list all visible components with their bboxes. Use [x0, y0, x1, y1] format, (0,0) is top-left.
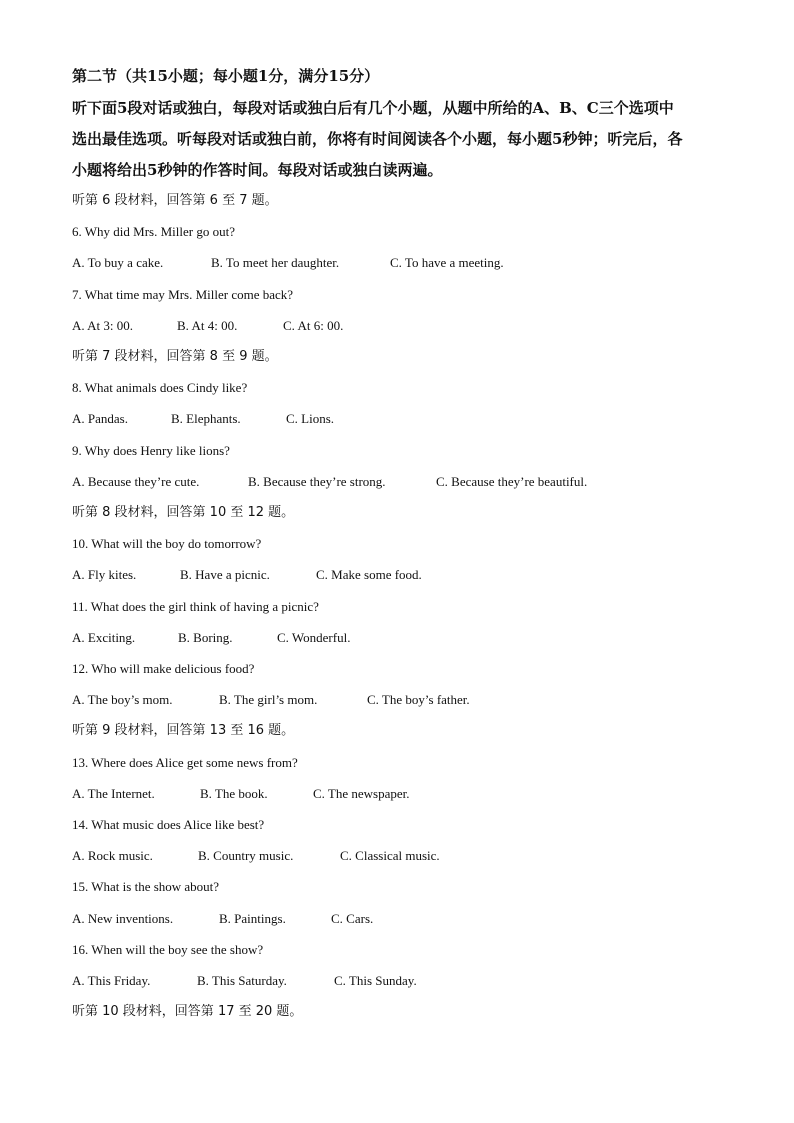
option-c: C. Cars.: [331, 911, 374, 926]
section-title: 第二节（共15小题；每小题1分，满分15分）: [72, 67, 380, 85]
question-8: 8. What animals does Cindy like?: [72, 380, 248, 395]
question-14: 14. What music does Alice like best?: [72, 817, 265, 832]
instructions-line-2: 选出最佳选项。听每段对话或独白前，你将有时间阅读各个小题，每小题5秒钟；听完后，各: [72, 130, 683, 148]
question-9: 9. Why does Henry like lions?: [72, 443, 230, 458]
option-c: C. At 6: 00.: [283, 318, 344, 333]
option-c: C. Make some food.: [316, 567, 422, 582]
option-b: B. Elephants.: [171, 411, 241, 426]
option-b: B. At 4: 00.: [177, 318, 238, 333]
material-instruction: 听第 6 段材料，回答第 6 至 7 题。: [72, 193, 278, 208]
option-a: A. The boy’s mom.: [72, 692, 173, 707]
question-12: 12. Who will make delicious food?: [72, 661, 255, 676]
material-instruction: 听第 7 段材料，回答第 8 至 9 题。: [72, 349, 278, 364]
option-a: A. Exciting.: [72, 630, 136, 645]
option-b: B. Boring.: [178, 630, 233, 645]
option-a: A. At 3: 00.: [72, 318, 134, 333]
question-11: 11. What does the girl think of having a picnic?: [72, 599, 319, 614]
option-b: B. The girl’s mom.: [219, 692, 318, 707]
option-a: A. Because they’re cute.: [72, 474, 200, 489]
question-15: 15. What is the show about?: [72, 879, 220, 894]
option-c: C. Because they’re beautiful.: [436, 474, 588, 489]
instructions-line-1: 听下面5段对话或独白，每段对话或独白后有几个小题，从题中所给的A、B、C三个选项中: [72, 99, 674, 117]
option-b: B. Have a picnic.: [180, 567, 270, 582]
instructions-line-3: 小题将给出5秒钟的作答时间。每段对话或独白读两遍。: [72, 161, 443, 179]
material-instruction: 听第 10 段材料，回答第 17 至 20 题。: [72, 1004, 303, 1019]
option-b: B. To meet her daughter.: [211, 255, 340, 270]
option-b: B. The book.: [200, 786, 268, 801]
option-a: A. Rock music.: [72, 848, 153, 863]
question-16: 16. When will the boy see the show?: [72, 942, 264, 957]
question-6: 6. Why did Mrs. Miller go out?: [72, 224, 235, 239]
option-c: C. Classical music.: [340, 848, 440, 863]
question-13: 13. Where does Alice get some news from?: [72, 755, 298, 770]
question-10: 10. What will the boy do tomorrow?: [72, 536, 262, 551]
option-a: A. Fly kites.: [72, 567, 137, 582]
option-b: B. Paintings.: [219, 911, 286, 926]
option-a: A. This Friday.: [72, 973, 151, 988]
question-7: 7. What time may Mrs. Miller come back?: [72, 287, 294, 302]
option-c: C. To have a meeting.: [390, 255, 504, 270]
option-b: B. This Saturday.: [197, 973, 287, 988]
material-instruction: 听第 9 段材料，回答第 13 至 16 题。: [72, 723, 295, 738]
option-a: A. New inventions.: [72, 911, 174, 926]
material-instruction: 听第 8 段材料，回答第 10 至 12 题。: [72, 505, 295, 520]
option-b: B. Country music.: [198, 848, 294, 863]
option-c: C. This Sunday.: [334, 973, 417, 988]
option-b: B. Because they’re strong.: [248, 474, 386, 489]
option-a: A. Pandas.: [72, 411, 128, 426]
option-c: C. Lions.: [286, 411, 335, 426]
option-c: C. The boy’s father.: [367, 692, 470, 707]
option-c: C. Wonderful.: [277, 630, 351, 645]
option-a: A. To buy a cake.: [72, 255, 164, 270]
option-c: C. The newspaper.: [313, 786, 410, 801]
option-a: A. The Internet.: [72, 786, 155, 801]
